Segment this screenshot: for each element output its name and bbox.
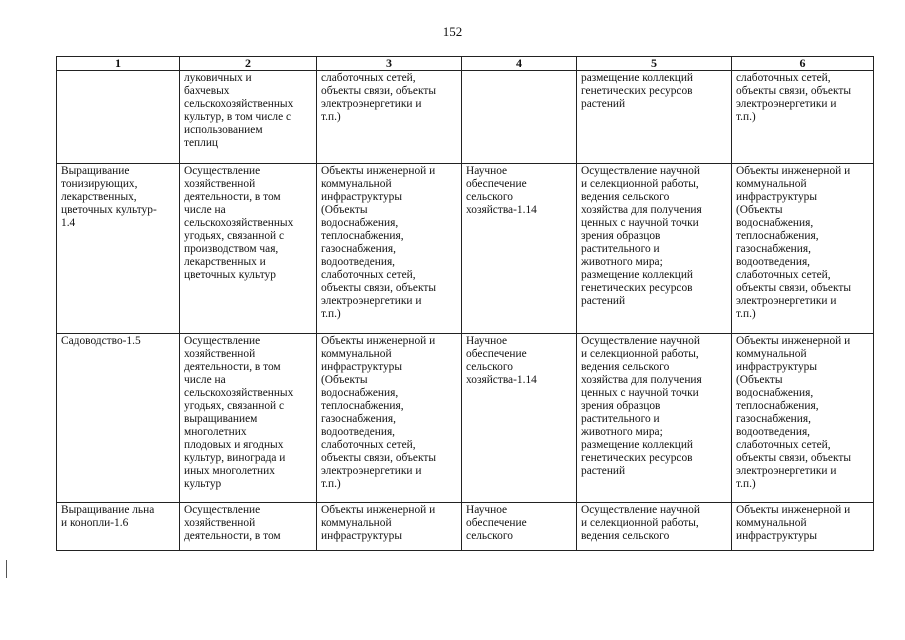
table-cell: Выращивание льна и конопли-1.6 (57, 503, 180, 551)
column-header: 5 (577, 57, 732, 71)
table-row (57, 164, 874, 334)
column-header: 6 (732, 57, 874, 71)
table-cell: Научное обеспечение сельского хозяйства-1.14 (462, 334, 577, 503)
table-cell: Выращивание тонизирующих, лекарственных, цветочных культур- 1.4 (57, 164, 180, 334)
page-number: 152 (442, 24, 463, 39)
table-cell: Осуществление хозяйственной деятельности, в том числе на сельскохозяйственных угодьях, связанной с выращиванием многолетних плодовых и ягодных культур, винограда и иных многолетних культур (180, 334, 317, 503)
table-cell: Осуществление хозяйственной деятельности, в том (180, 503, 317, 551)
table-cell: Объекты инженерной и коммунальной инфраструктуры (Объекты водоснабжения, теплоснабжения, газоснабжения, водоотведения, слаботочных сетей, объекты связи, объекты электроэнергетики и т.п.) (317, 164, 462, 334)
table-cell: Осуществление хозяйственной деятельности, в том числе на сельскохозяйственных угодьях, связанной с производством чая, лекарственных и цветочных культур (180, 164, 317, 334)
table-cell: Объекты инженерной и коммунальной инфраструктуры (317, 503, 462, 551)
land-use-table (56, 56, 874, 551)
table-cell (462, 71, 577, 164)
table-cell: Научное обеспечение сельского хозяйства-1.14 (462, 164, 577, 334)
table-cell: размещение коллекций генетических ресурсов растений (577, 71, 732, 164)
column-header: 1 (57, 57, 180, 71)
column-header: 2 (180, 57, 317, 71)
table-cell: Научное обеспечение сельского (462, 503, 577, 551)
column-header: 4 (462, 57, 577, 71)
table-cell: Объекты инженерной и коммунальной инфраструктуры (Объекты водоснабжения, теплоснабжения, газоснабжения, водоотведения, слаботочных сетей, объекты связи, объекты электроэнергетики и т.п.) (732, 164, 874, 334)
table-header-row (57, 57, 874, 71)
table-cell: слаботочных сетей, объекты связи, объекты электроэнергетики и т.п.) (317, 71, 462, 164)
table-cell (57, 71, 180, 164)
table-cell: Объекты инженерной и коммунальной инфраструктуры (Объекты водоснабжения, теплоснабжения, газоснабжения, водоотведения, слаботочных сетей, объекты связи, объекты электроэнергетики и т.п.) (317, 334, 462, 503)
table-cell: Садоводство-1.5 (57, 334, 180, 503)
table-cell: Осуществление научной и селекционной работы, ведения сельского хозяйства для получения ценных с научной точки зрения образцов растительного и животного мира; размещение коллекций генетических ресурсов растений (577, 164, 732, 334)
column-header: 3 (317, 57, 462, 71)
table-row (57, 71, 874, 164)
table-cell: Объекты инженерной и коммунальной инфраструктуры (Объекты водоснабжения, теплоснабжения, газоснабжения, водоотведения, слаботочных сетей, объекты связи, объекты электроэнергетики и т.п.) (732, 334, 874, 503)
table-cell: слаботочных сетей, объекты связи, объекты электроэнергетики и т.п.) (732, 71, 874, 164)
table-cell: Осуществление научной и селекционной работы, ведения сельского (577, 503, 732, 551)
table-cell: луковичных и бахчевых сельскохозяйственных культур, в том числе с использованием теплиц (180, 71, 317, 164)
table-cell: Объекты инженерной и коммунальной инфраструктуры (732, 503, 874, 551)
table-row (57, 503, 874, 551)
scan-edge-mark (6, 560, 7, 578)
table-row (57, 334, 874, 503)
table-cell: Осуществление научной и селекционной работы, ведения сельского хозяйства для получения ценных с научной точки зрения образцов растительного и животного мира; размещение коллекций генетических ресурсов растений (577, 334, 732, 503)
